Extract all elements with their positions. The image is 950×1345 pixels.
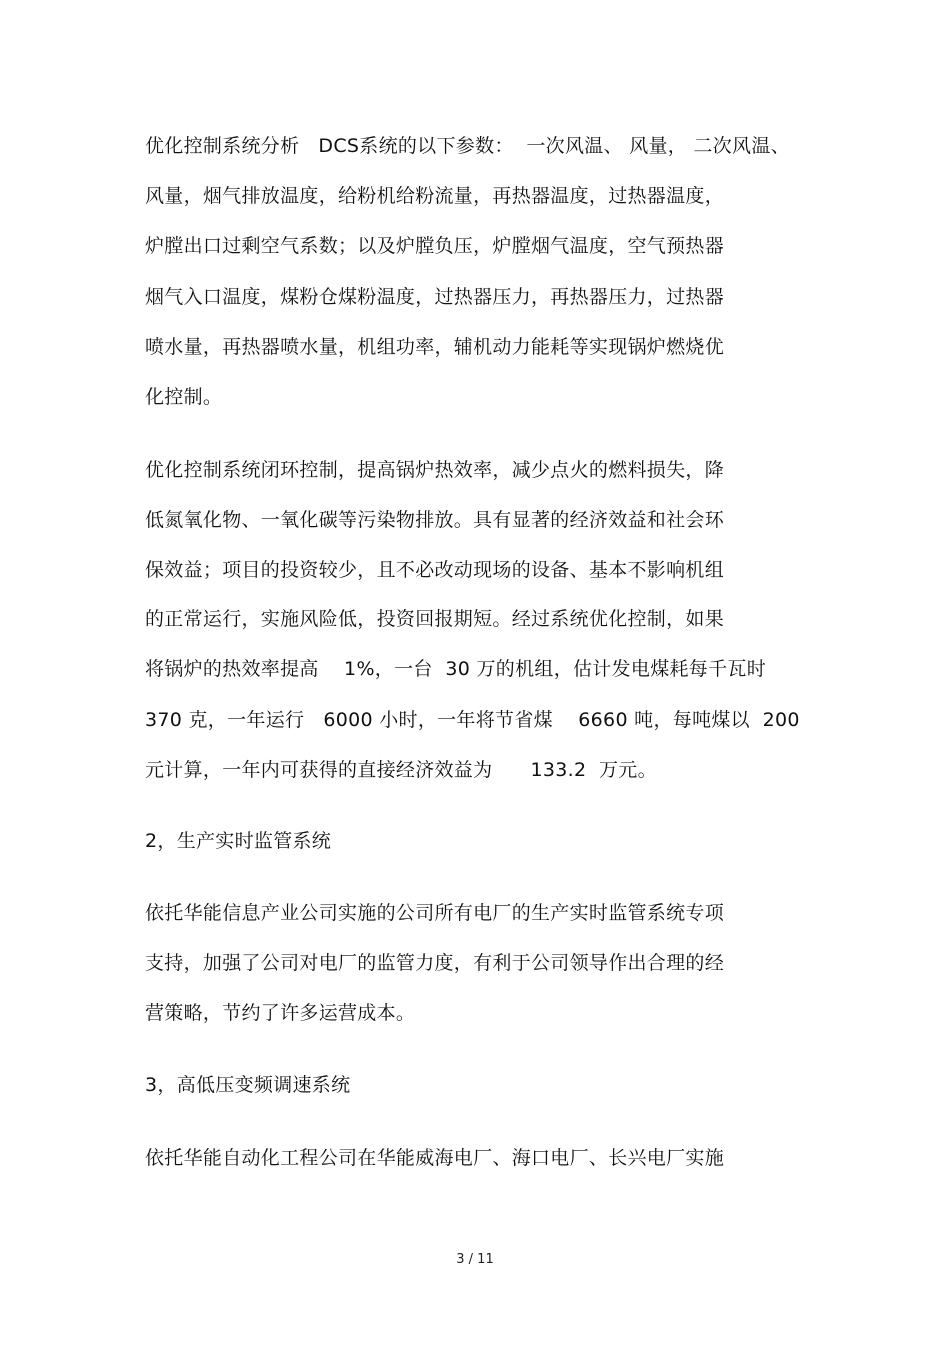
paragraph-4-line-1: 依托华能自动化工程公司在华能威海电厂、海口电厂、长兴电厂实施 [145,1147,725,1169]
paragraph-3-line-1: 依托华能信息产业公司实施的公司所有电厂的生产实时监管系统专项 [145,902,725,924]
paragraph-1-line-3: 炉膛出口过剩空气系数；以及炉膛负压，炉膛烟气温度，空气预热器 [145,235,725,257]
paragraph-1-line-4: 烟气入口温度，煤粉仓煤粉温度，过热器压力，再热器压力，过热器 [145,286,725,308]
paragraph-2-line-3: 保效益；项目的投资较少，且不必改动现场的设备、基本不影响机组 [145,559,725,581]
section-heading-3: 3，高低压变频调速系统 [145,1074,351,1096]
paragraph-2-line-2: 低氮氧化物、一氧化碳等污染物排放。具有显著的经济效益和社会环 [145,509,725,531]
paragraph-1-line-5: 喷水量，再热器喷水量，机组功率，辅机动力能耗等实现锅炉燃烧优 [145,336,725,358]
paragraph-2-line-1: 优化控制系统闭环控制，提高锅炉热效率，减少点火的燃料损失，降 [145,459,725,481]
paragraph-1-line-2: 风量，烟气排放温度，给粉机给粉流量，再热器温度，过热器温度， [145,185,725,207]
paragraph-3-line-3: 营策略，节约了许多运营成本。 [145,1002,416,1024]
paragraph-2-line-7: 元计算，一年内可获得的直接经济效益为 133.2 万元。 [145,759,657,781]
paragraph-1-line-6: 化控制。 [145,386,223,408]
paragraph-1-line-1: 优化控制系统分析 DCS系统的以下参数： 一次风温、 风量， 二次风温、 [145,135,790,157]
section-heading-2: 2，生产实时监管系统 [145,830,332,852]
paragraph-2-line-4: 的正常运行，实施风险低，投资回报期短。经过系统优化控制，如果 [145,608,725,630]
paragraph-3-line-2: 支持，加强了公司对电厂的监管力度，有利于公司领导作出合理的经 [145,952,725,974]
paragraph-2-line-6: 370 克，一年运行 6000 小时，一年将节省煤 6660 吨，每吨煤以 200 [145,709,800,731]
page-number: 3 / 11 [456,1252,494,1267]
paragraph-2-line-5: 将锅炉的热效率提高 1%，一台 30 万的机组，估计发电煤耗每千瓦时 [145,658,766,680]
